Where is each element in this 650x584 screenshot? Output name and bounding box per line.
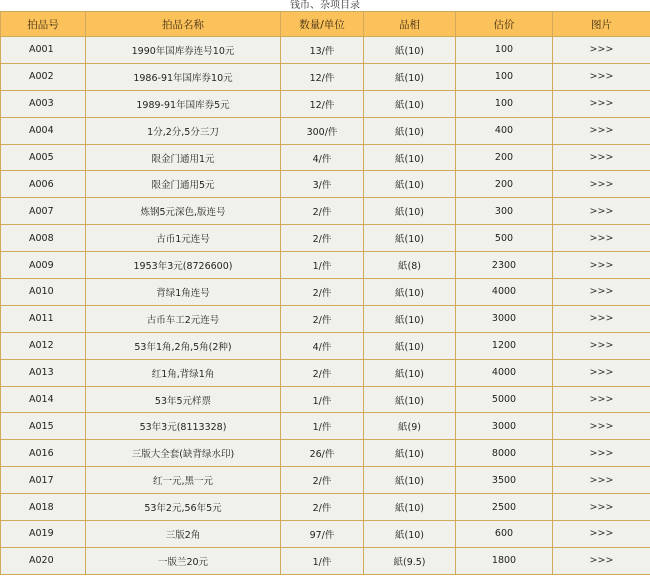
- quantity-cell: 1/件: [281, 413, 364, 440]
- quantity-cell: 1/件: [281, 252, 364, 279]
- grade-cell: 紙(10): [364, 521, 456, 548]
- table-row: [1, 90, 650, 117]
- image-link[interactable]: >>>: [553, 386, 650, 413]
- grade-cell: 紙(8): [364, 252, 456, 279]
- quantity-cell: 97/件: [281, 521, 364, 548]
- grade-cell: 紙(9): [364, 413, 456, 440]
- table-body: [1, 37, 650, 575]
- table-row: [1, 63, 650, 90]
- estimate-cell: 100: [456, 63, 553, 90]
- estimate-cell: 3000: [456, 413, 553, 440]
- estimate-cell: 8000: [456, 440, 553, 467]
- lot-code-cell: A016: [1, 440, 86, 467]
- grade-cell: 紙(10): [364, 386, 456, 413]
- estimate-cell: 600: [456, 521, 553, 548]
- lot-name-cell: 红1角,背绿1角: [86, 359, 281, 386]
- image-link[interactable]: >>>: [553, 144, 650, 171]
- quantity-cell: 26/件: [281, 440, 364, 467]
- grade-cell: 紙(10): [364, 144, 456, 171]
- column-header-grade: 品相: [364, 12, 456, 37]
- table-row: [1, 440, 650, 467]
- quantity-cell: 2/件: [281, 279, 364, 306]
- lot-code-cell: A011: [1, 305, 86, 332]
- estimate-cell: 4000: [456, 279, 553, 306]
- table-row: [1, 413, 650, 440]
- grade-cell: 紙(9.5): [364, 547, 456, 574]
- grade-cell: 紙(10): [364, 171, 456, 198]
- lot-code-cell: A012: [1, 332, 86, 359]
- column-header-name: 拍品名称: [86, 12, 281, 37]
- lot-name-cell: 53年5元样票: [86, 386, 281, 413]
- column-header-code: 拍品号: [1, 12, 86, 37]
- table-row: [1, 225, 650, 252]
- estimate-cell: 1200: [456, 332, 553, 359]
- table-row: [1, 386, 650, 413]
- lot-name-cell: 一版兰20元: [86, 547, 281, 574]
- grade-cell: 紙(10): [364, 225, 456, 252]
- image-link[interactable]: >>>: [553, 171, 650, 198]
- lot-code-cell: A001: [1, 37, 86, 64]
- image-link[interactable]: >>>: [553, 252, 650, 279]
- image-link[interactable]: >>>: [553, 332, 650, 359]
- quantity-cell: 1/件: [281, 386, 364, 413]
- image-link[interactable]: >>>: [553, 467, 650, 494]
- grade-cell: 紙(10): [364, 440, 456, 467]
- grade-cell: 紙(10): [364, 37, 456, 64]
- table-row: [1, 252, 650, 279]
- lot-name-cell: 红一元,黑一元: [86, 467, 281, 494]
- grade-cell: 紙(10): [364, 305, 456, 332]
- quantity-cell: 300/件: [281, 117, 364, 144]
- image-link[interactable]: >>>: [553, 413, 650, 440]
- lot-code-cell: A009: [1, 252, 86, 279]
- lot-code-cell: A008: [1, 225, 86, 252]
- lot-code-cell: A004: [1, 117, 86, 144]
- estimate-cell: 3000: [456, 305, 553, 332]
- grade-cell: 紙(10): [364, 63, 456, 90]
- lot-code-cell: A006: [1, 171, 86, 198]
- quantity-cell: 12/件: [281, 63, 364, 90]
- table-row: [1, 305, 650, 332]
- column-header-image: 图片: [553, 12, 650, 37]
- table-row: [1, 198, 650, 225]
- lot-name-cell: 古币1元连号: [86, 225, 281, 252]
- grade-cell: 紙(10): [364, 494, 456, 521]
- quantity-cell: 3/件: [281, 171, 364, 198]
- lot-name-cell: 1990年国库券连号10元: [86, 37, 281, 64]
- lot-code-cell: A013: [1, 359, 86, 386]
- estimate-cell: 100: [456, 90, 553, 117]
- image-link[interactable]: >>>: [553, 521, 650, 548]
- image-link[interactable]: >>>: [553, 225, 650, 252]
- estimate-cell: 3500: [456, 467, 553, 494]
- estimate-cell: 200: [456, 171, 553, 198]
- column-header-quantity: 数量/单位: [281, 12, 364, 37]
- lot-name-cell: 三版2角: [86, 521, 281, 548]
- lot-name-cell: 1989-91年国库券5元: [86, 90, 281, 117]
- table-row: [1, 547, 650, 574]
- table-row: [1, 521, 650, 548]
- lot-name-cell: 炼钢5元深色,版连号: [86, 198, 281, 225]
- estimate-cell: 400: [456, 117, 553, 144]
- estimate-cell: 4000: [456, 359, 553, 386]
- quantity-cell: 4/件: [281, 144, 364, 171]
- lot-code-cell: A020: [1, 547, 86, 574]
- quantity-cell: 1/件: [281, 547, 364, 574]
- grade-cell: 紙(10): [364, 117, 456, 144]
- catalog-caption: 钱币、杂项目录: [290, 0, 360, 11]
- quantity-cell: 13/件: [281, 37, 364, 64]
- table-row: [1, 37, 650, 64]
- lot-name-cell: 限金门通用1元: [86, 144, 281, 171]
- lot-name-cell: 1953年3元(8726600): [86, 252, 281, 279]
- table-row: [1, 359, 650, 386]
- estimate-cell: 100: [456, 37, 553, 64]
- lot-code-cell: A015: [1, 413, 86, 440]
- quantity-cell: 2/件: [281, 198, 364, 225]
- image-link[interactable]: >>>: [553, 547, 650, 574]
- image-link[interactable]: >>>: [553, 305, 650, 332]
- lot-code-cell: A002: [1, 63, 86, 90]
- lot-name-cell: 53年2元,56年5元: [86, 494, 281, 521]
- grade-cell: 紙(10): [364, 90, 456, 117]
- table-row: [1, 144, 650, 171]
- image-link[interactable]: >>>: [553, 494, 650, 521]
- quantity-cell: 2/件: [281, 305, 364, 332]
- lot-code-cell: A014: [1, 386, 86, 413]
- table-row: [1, 494, 650, 521]
- image-link[interactable]: >>>: [553, 90, 650, 117]
- column-header-estimate: 估价: [456, 12, 553, 37]
- estimate-cell: 2300: [456, 252, 553, 279]
- lot-code-cell: A019: [1, 521, 86, 548]
- lot-code-cell: A018: [1, 494, 86, 521]
- lot-name-cell: 1分,2分,5分三刀: [86, 117, 281, 144]
- quantity-cell: 2/件: [281, 494, 364, 521]
- lot-name-cell: 古币车工2元连号: [86, 305, 281, 332]
- table-header-row: [1, 12, 650, 37]
- table-row: [1, 279, 650, 306]
- lot-code-cell: A007: [1, 198, 86, 225]
- lot-name-cell: 三版大全套(缺背绿水印): [86, 440, 281, 467]
- estimate-cell: 1800: [456, 547, 553, 574]
- lot-name-cell: 1986-91年国库券10元: [86, 63, 281, 90]
- quantity-cell: 4/件: [281, 332, 364, 359]
- image-link[interactable]: >>>: [553, 63, 650, 90]
- image-link[interactable]: >>>: [553, 440, 650, 467]
- estimate-cell: 200: [456, 144, 553, 171]
- grade-cell: 紙(10): [364, 467, 456, 494]
- lot-code-cell: A005: [1, 144, 86, 171]
- quantity-cell: 2/件: [281, 467, 364, 494]
- lot-name-cell: 53年1角,2角,5角(2种): [86, 332, 281, 359]
- estimate-cell: 2500: [456, 494, 553, 521]
- lot-name-cell: 限金门通用5元: [86, 171, 281, 198]
- grade-cell: 紙(10): [364, 359, 456, 386]
- estimate-cell: 5000: [456, 386, 553, 413]
- lot-code-cell: A017: [1, 467, 86, 494]
- image-link[interactable]: >>>: [553, 117, 650, 144]
- lot-code-cell: A010: [1, 279, 86, 306]
- catalog-table: [0, 11, 650, 575]
- grade-cell: 紙(10): [364, 332, 456, 359]
- grade-cell: 紙(10): [364, 279, 456, 306]
- table-row: [1, 117, 650, 144]
- lot-code-cell: A003: [1, 90, 86, 117]
- estimate-cell: 500: [456, 225, 553, 252]
- quantity-cell: 12/件: [281, 90, 364, 117]
- image-link[interactable]: >>>: [553, 37, 650, 64]
- table-row: [1, 467, 650, 494]
- table-row: [1, 332, 650, 359]
- lot-name-cell: 背绿1角连号: [86, 279, 281, 306]
- grade-cell: 紙(10): [364, 198, 456, 225]
- image-link[interactable]: >>>: [553, 279, 650, 306]
- quantity-cell: 2/件: [281, 359, 364, 386]
- table-row: [1, 171, 650, 198]
- image-link[interactable]: >>>: [553, 198, 650, 225]
- lot-name-cell: 53年3元(8113328): [86, 413, 281, 440]
- quantity-cell: 2/件: [281, 225, 364, 252]
- image-link[interactable]: >>>: [553, 359, 650, 386]
- estimate-cell: 300: [456, 198, 553, 225]
